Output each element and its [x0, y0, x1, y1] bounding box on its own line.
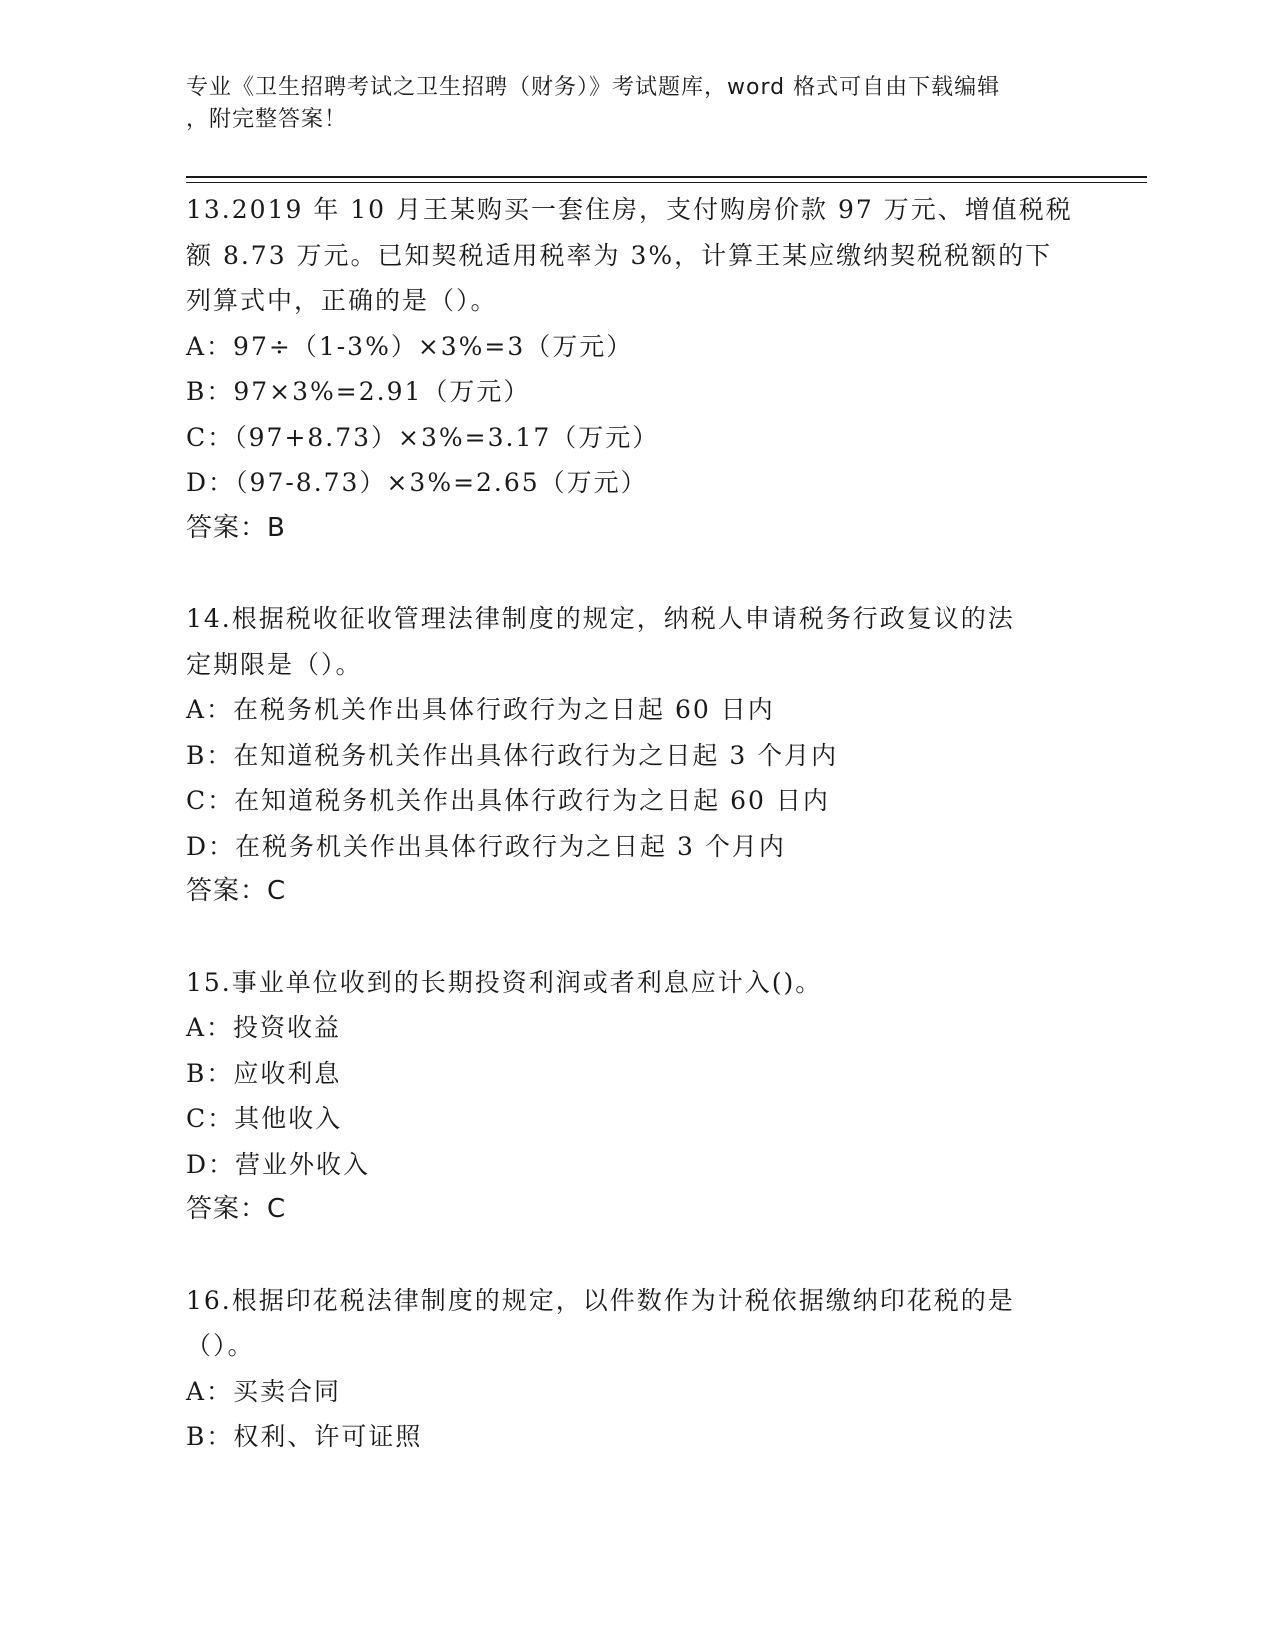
answer-label: 答案：C — [186, 876, 287, 906]
option-b: B：97×3%=2.91（万元） — [186, 377, 531, 406]
question-16 — [186, 1278, 1106, 1460]
answer-label: 答案：B — [186, 512, 286, 543]
option-d: D：在税务机关作出具体行政行为之日起 3 个月内 — [186, 831, 786, 861]
question-13 — [186, 187, 1106, 551]
option-a: A：买卖合同 — [186, 1376, 342, 1406]
option-c: C：其他收入 — [186, 1104, 343, 1133]
option-c: C：在知道税务机关作出具体行政行为之日起 60 日内 — [186, 786, 830, 815]
option-b: B：在知道税务机关作出具体行政行为之日起 3 个月内 — [186, 740, 839, 770]
question-stem-line: （）。 — [186, 1331, 255, 1360]
question-15 — [186, 960, 1106, 1233]
answer-label: 答案：C — [186, 1194, 287, 1224]
header-divider-thin — [186, 182, 1147, 183]
question-14 — [186, 596, 1106, 915]
question-stem-line: 15.事业单位收到的长期投资利润或者利息应计入()。 — [186, 967, 823, 997]
option-a: A：97÷（1-3%）×3%=3（万元） — [186, 331, 634, 361]
question-stem-line: 额 8.73 万元。已知契税适用税率为 3%，计算王某应缴纳契税税额的下 — [186, 240, 1053, 270]
question-list — [186, 187, 1106, 1460]
document-header — [186, 72, 1086, 136]
option-d: D：营业外收入 — [186, 1149, 371, 1179]
option-b: B：应收利息 — [186, 1058, 342, 1088]
question-stem-line: 13.2019 年 10 月王某购买一套住房，支付购房价款 97 万元、增值税税 — [186, 195, 1073, 224]
header-line: ，附完整答案！ — [186, 107, 348, 132]
option-d: D：（97-8.73）×3%=2.65（万元） — [186, 468, 648, 497]
option-b: B：权利、许可证照 — [186, 1422, 423, 1451]
option-a: A：投资收益 — [186, 1013, 342, 1042]
header-line: 专业《卫生招聘考试之卫生招聘（财务）》考试题库，word 格式可自由下载编辑 — [186, 75, 1001, 100]
option-a: A：在税务机关作出具体行政行为之日起 60 日内 — [186, 695, 775, 724]
header-divider-thick — [186, 176, 1147, 178]
question-stem-line: 定期限是（）。 — [186, 649, 363, 679]
question-stem-line: 16.根据印花税法律制度的规定，以件数作为计税依据缴纳印花税的是 — [186, 1285, 1015, 1315]
question-stem-line: 14.根据税收征收管理法律制度的规定，纳税人申请税务行政复议的法 — [186, 604, 1015, 633]
option-c: C：（97+8.73）×3%=3.17（万元） — [186, 422, 660, 452]
question-stem-line: 列算式中，正确的是（）。 — [186, 286, 498, 315]
